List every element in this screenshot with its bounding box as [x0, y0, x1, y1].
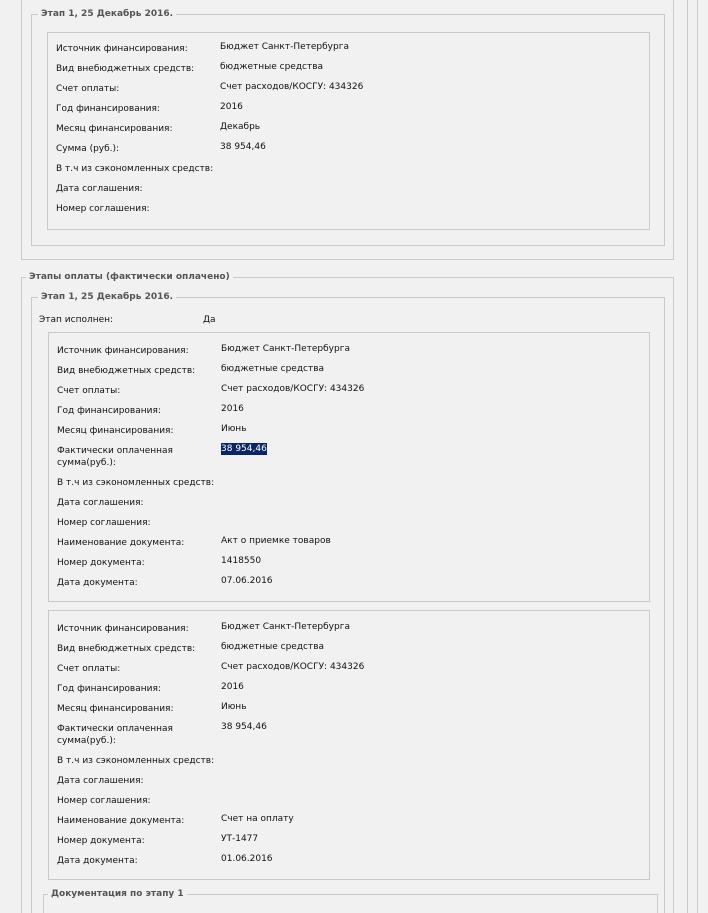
field-value: Счет расходов/КОСГУ: 434326 [221, 662, 365, 672]
field-value: бюджетные средства [220, 62, 324, 72]
stage-docs-fieldset [43, 889, 658, 913]
field-label: Источник финансирования: [57, 346, 189, 356]
field-value: Декабрь [220, 122, 261, 132]
field-label: Номер соглашения: [56, 204, 150, 214]
field-label: Номер документа: [57, 558, 145, 568]
field-value: Счет расходов/КОСГУ: 434326 [221, 384, 365, 394]
field-label: Месяц финансирования: [57, 704, 174, 714]
field-value: 38 954,46 [220, 142, 266, 152]
payment-details-2 [48, 610, 650, 880]
right-frame-line-2 [697, 0, 698, 913]
field-label: Наименование документа: [57, 538, 185, 548]
field-label: Счет оплаты: [56, 84, 120, 94]
field-value: Счет расходов/КОСГУ: 434326 [220, 82, 364, 92]
field-value: 2016 [221, 682, 244, 692]
field-value: 38 954,46 [221, 444, 267, 454]
field-label: Счет оплаты: [57, 386, 121, 396]
field-label: Дата документа: [57, 578, 138, 588]
right-frame-line [687, 0, 688, 913]
field-value: УТ-1477 [221, 834, 259, 844]
field-label: Год финансирования: [56, 104, 160, 114]
plan-stage-fieldset [31, 9, 665, 246]
field-label: Вид внебюджетных средств: [57, 366, 196, 376]
field-value: бюджетные средства [221, 642, 325, 652]
field-value: 2016 [220, 102, 243, 112]
field-label: Месяц финансирования: [56, 124, 173, 134]
field-value: бюджетные средства [221, 364, 325, 374]
field-label: Год финансирования: [57, 406, 161, 416]
stage-done-label: Этап исполнен: [39, 315, 114, 325]
field-label: Фактически оплаченная сумма(руб.): [57, 724, 173, 746]
field-value: Июнь [221, 702, 247, 712]
field-label: Дата соглашения: [57, 776, 144, 786]
field-label: Источник финансирования: [56, 44, 188, 54]
actual-payments-legend: Этапы оплаты (фактически оплачено) [26, 271, 233, 284]
field-value: Бюджет Санкт-Петербурга [221, 622, 350, 632]
field-value: 2016 [221, 404, 244, 414]
actual-stage-fieldset [31, 292, 665, 913]
field-label: Год финансирования: [57, 684, 161, 694]
plan-stage-details [47, 32, 650, 230]
field-value: Бюджет Санкт-Петербурга [221, 344, 350, 354]
field-value: 1418550 [221, 556, 262, 566]
field-label: Счет оплаты: [57, 664, 121, 674]
field-label: Вид внебюджетных средств: [57, 644, 196, 654]
payment-details-1 [48, 332, 650, 602]
field-value: Акт о приемке товаров [221, 536, 331, 546]
field-label: Дата соглашения: [56, 184, 143, 194]
actual-stage-legend: Этап 1, 25 Декабрь 2016. [38, 291, 176, 304]
field-label: Номер соглашения: [57, 796, 151, 806]
field-label: Наименование документа: [57, 816, 185, 826]
field-label: В т.ч из сэкономленных средств: [56, 164, 214, 174]
stage-docs-legend: Документация по этапу 1 [48, 888, 187, 901]
field-value: 07.06.2016 [221, 576, 273, 586]
stage-done-value: Да [203, 315, 216, 325]
field-label: В т.ч из сэкономленных средств: [57, 756, 215, 766]
field-label: Номер документа: [57, 836, 145, 846]
field-label: Дата документа: [57, 856, 138, 866]
field-label: Источник финансирования: [57, 624, 189, 634]
field-value: 38 954,46 [221, 722, 267, 732]
field-label: Фактически оплаченная сумма(руб.): [57, 446, 173, 468]
field-value: 01.06.2016 [221, 854, 273, 864]
field-label: Месяц финансирования: [57, 426, 174, 436]
field-value: Счет на оплату [221, 814, 294, 824]
field-label: Вид внебюджетных средств: [56, 64, 195, 74]
plan-stage-legend: Этап 1, 25 Декабрь 2016. [38, 8, 176, 21]
field-value: Июнь [221, 424, 247, 434]
field-value: Бюджет Санкт-Петербурга [220, 42, 349, 52]
field-label: В т.ч из сэкономленных средств: [57, 478, 215, 488]
field-label: Дата соглашения: [57, 498, 144, 508]
field-label: Сумма (руб.): [56, 144, 120, 154]
field-label: Номер соглашения: [57, 518, 151, 528]
